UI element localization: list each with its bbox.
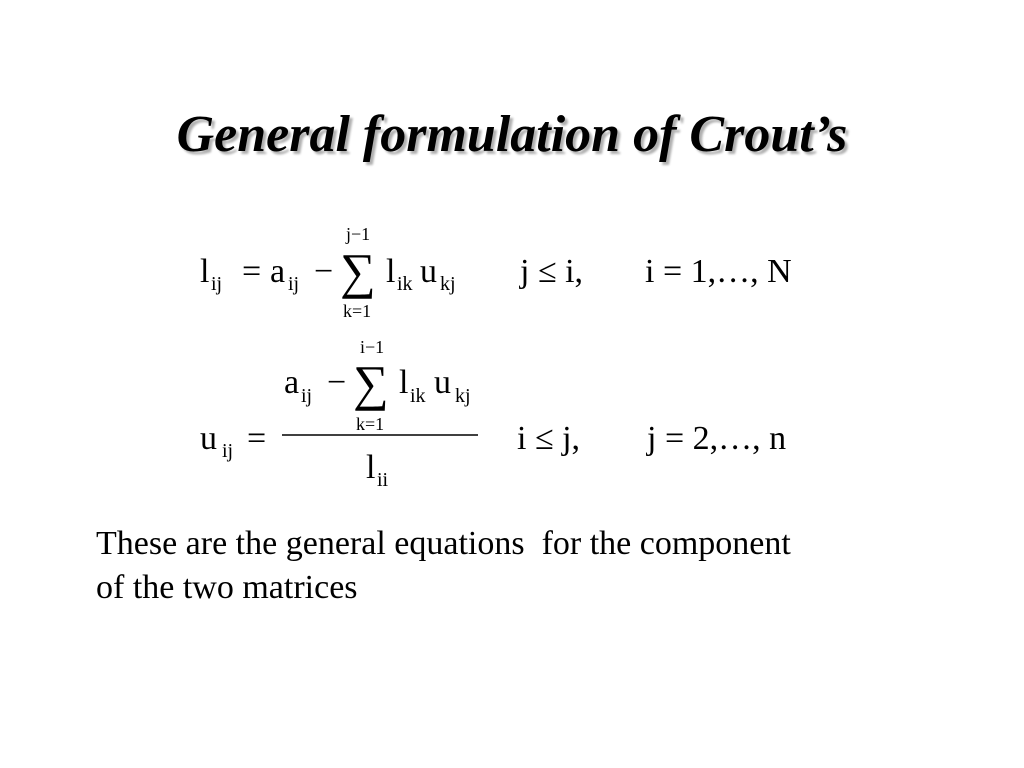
eq-u-lhs-sub: ij [222, 440, 234, 462]
eq-u-sigma: ∑ [353, 355, 389, 411]
slide-title: General formulation of Crout’s [176, 106, 848, 163]
eq-u-den-sub: ii [377, 469, 389, 491]
eq-l-range: i = 1,…, N [645, 253, 792, 290]
body-line-2: of the two matrices [96, 569, 358, 606]
eq-u-lhs-var: u [200, 420, 217, 457]
eq-u-sum-upper: i−1 [360, 337, 385, 357]
eq-l-a-sub: ij [288, 273, 300, 295]
eq-u-a-sub: ij [301, 385, 313, 407]
eq-u-l-var: l [399, 364, 409, 401]
eq-l-sum-upper: j−1 [346, 224, 371, 244]
equation-l [200, 224, 792, 321]
body-paragraph [96, 522, 926, 610]
eq-l-lhs-sub: ij [211, 273, 223, 295]
eq-u-den-var: l [366, 449, 376, 486]
eq-l-condition: j ≤ i, [520, 253, 584, 290]
eq-u-condition: i ≤ j, [517, 420, 581, 457]
eq-l-sum-lower: k=1 [343, 301, 372, 321]
eq-l-lhs-var: l [200, 253, 210, 290]
eq-l-u-var: u [420, 253, 437, 290]
eq-l-u-sub: kj [440, 273, 456, 295]
eq-l-minus: − [314, 253, 334, 290]
eq-l-l-var: l [386, 253, 396, 290]
eq-l-sigma: ∑ [340, 243, 376, 299]
eq-u-u-sub: kj [455, 385, 471, 407]
eq-u-l-sub: ik [410, 385, 426, 407]
eq-u-u-var: u [434, 364, 451, 401]
equation-u [200, 337, 786, 491]
eq-u-equals: = [247, 420, 267, 457]
eq-l-equals: = [242, 253, 262, 290]
eq-u-range: j = 2,…, n [647, 420, 787, 457]
eq-u-minus: − [327, 364, 347, 401]
eq-l-a-var: a [270, 253, 286, 290]
eq-u-a-var: a [284, 364, 300, 401]
eq-l-l-sub: ik [397, 273, 413, 295]
eq-u-sum-lower: k=1 [356, 414, 385, 434]
body-line-1: These are the general equations for the component [96, 525, 791, 562]
